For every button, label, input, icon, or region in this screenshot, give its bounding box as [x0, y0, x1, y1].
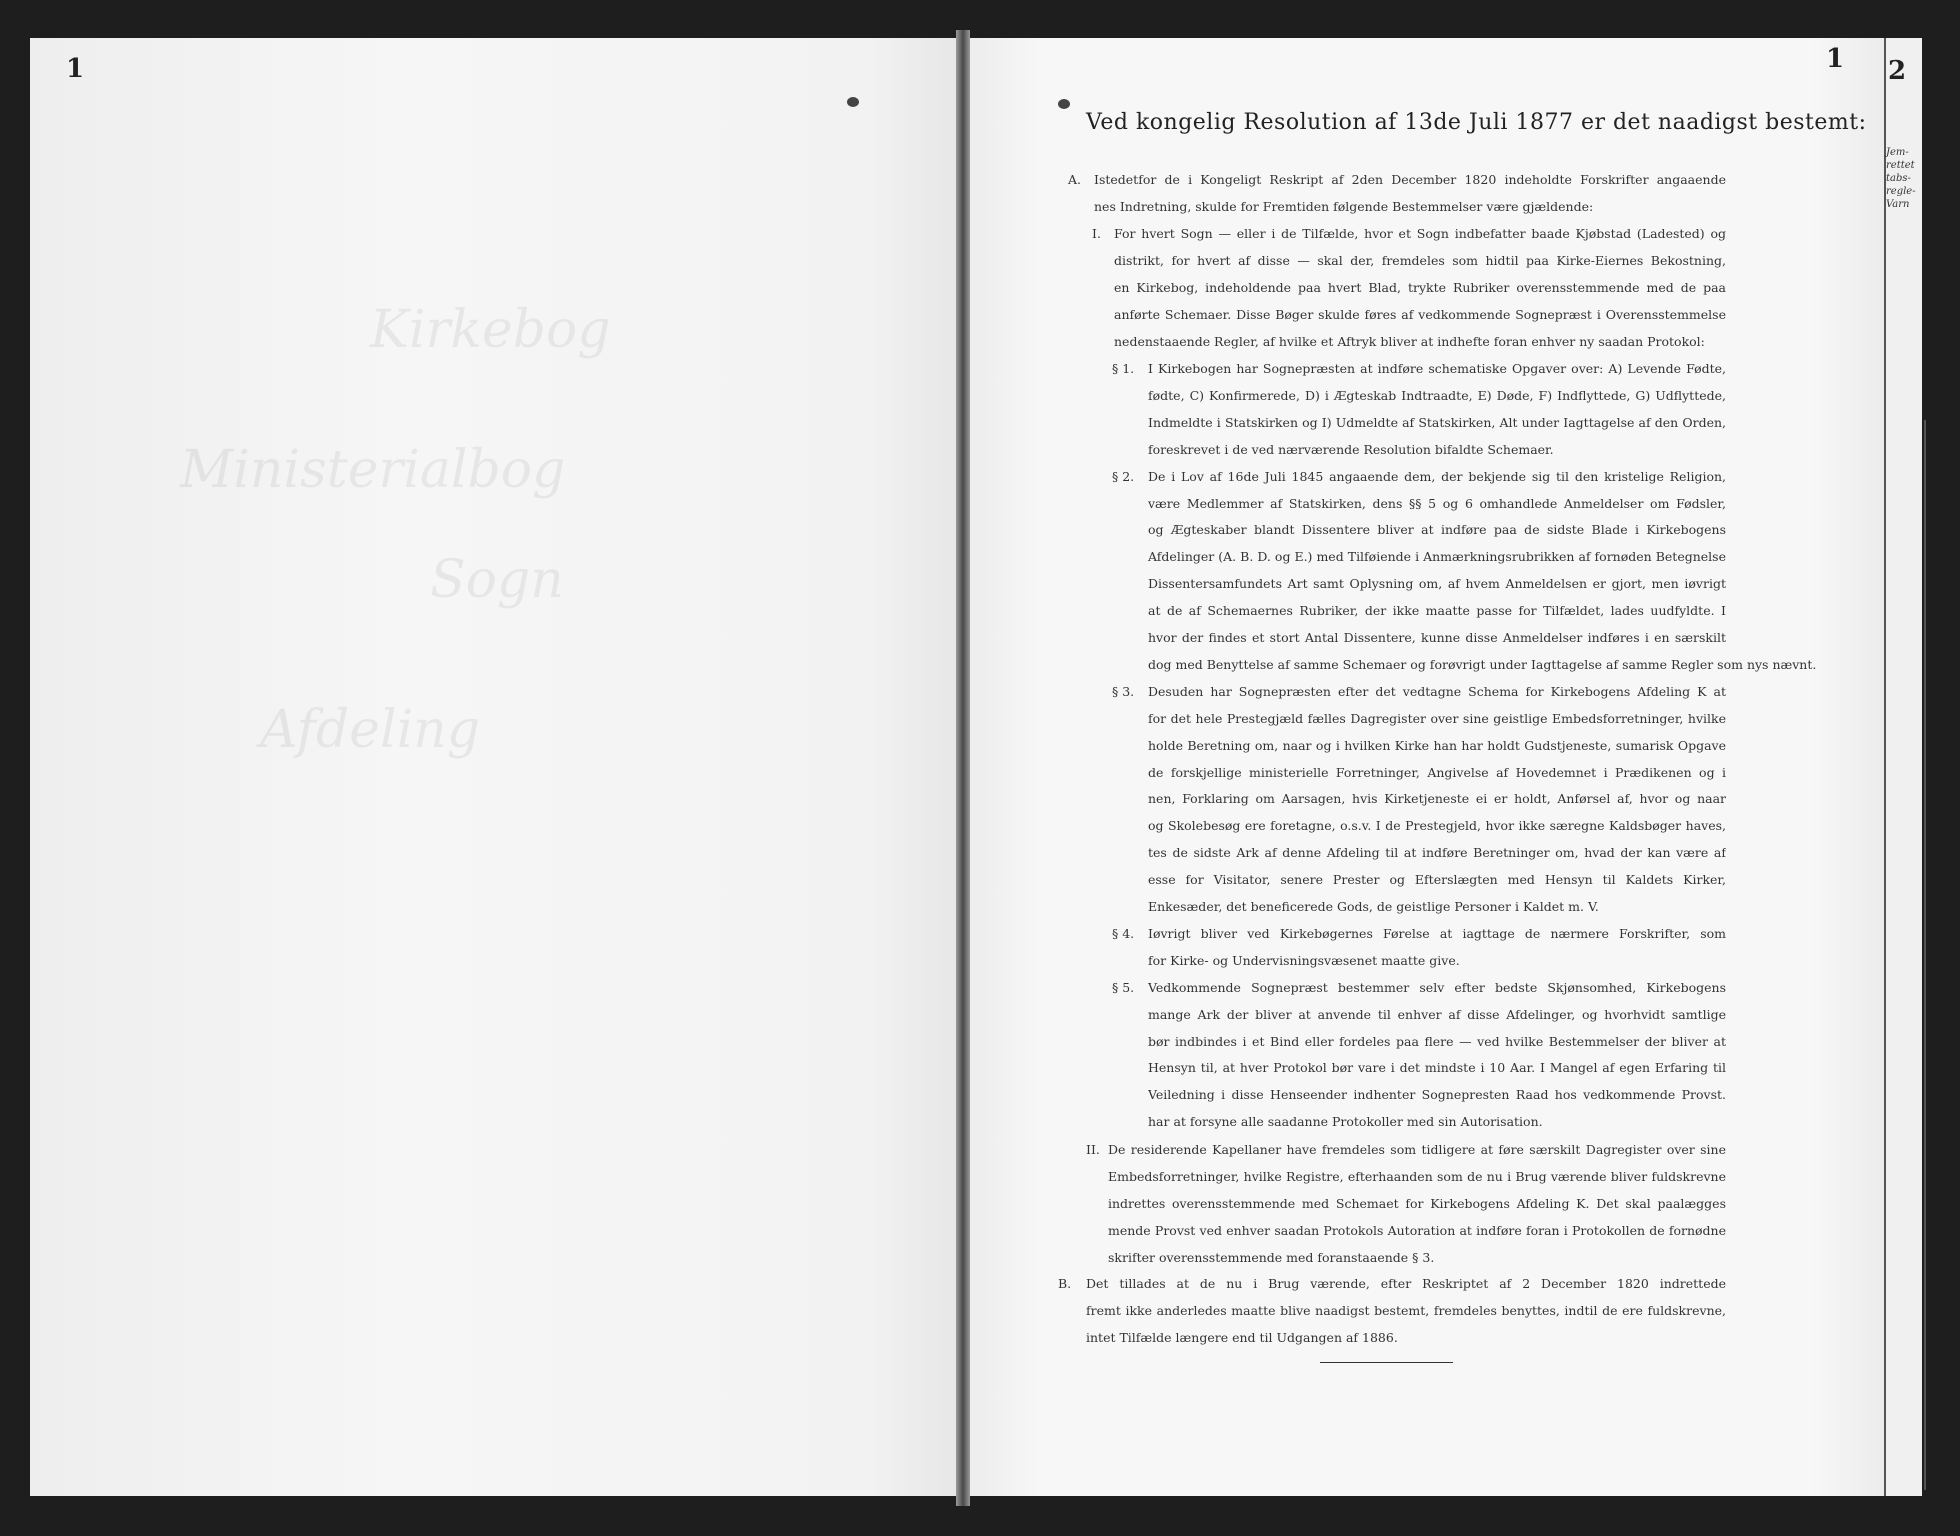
section_a1-line: distrikt, for hvert af disse — skal der, fremdeles som hidtil paa Kirke-Eiernes Bekostning, — [1114, 252, 1726, 268]
punch-hole — [847, 97, 859, 107]
section-a-mark: A. — [1068, 172, 1082, 187]
margin-note-line: tabs- — [1886, 173, 1911, 184]
paragraph-line: for det hele Prestegjæld fælles Dagregister over sine geistlige Embedsforretninger, hvilke — [1148, 710, 1726, 726]
ghost-text: Sogn — [430, 550, 564, 610]
paragraph-mark: § 1. — [1112, 361, 1135, 376]
page-edge-strip — [1884, 38, 1922, 1496]
paragraph-mark: § 2. — [1112, 468, 1135, 484]
section_a1-line: en Kirkebog, indeholdende paa hvert Blad, trykte Rubriker overensstemmende med de paa — [1114, 279, 1726, 295]
paragraph-line: og Skolebesøg ere foretagne, o.s.v. I de Prestegjeld, hvor ikke særegne Kaldsbøger haves, — [1148, 818, 1726, 834]
section_b-line: fremt ikke anderledes maatte blive naadigst bestemt, fremdeles benyttes, indtil de ere fuldskrevne, — [1086, 1302, 1726, 1318]
ghost-text: Ministerialbog — [180, 440, 566, 500]
margin-note-line: Varn — [1886, 199, 1910, 210]
margin-note-line: regle- — [1886, 186, 1916, 197]
paragraph-mark: § 5. — [1112, 979, 1135, 995]
left-folio: 1 — [66, 54, 85, 84]
margin-note-line: rettet — [1886, 160, 1915, 171]
section_a2-line: mende Provst ved enhver saadan Protokols Autoration at indføre foran i Protokollen de fornødne — [1108, 1222, 1726, 1238]
section_a2-line: skrifter overensstemmende med foranstaaende § 3. — [1108, 1249, 1435, 1265]
ghost-text: Afdeling — [260, 700, 480, 760]
paragraph-line: og Ægteskaber blandt Dissentere bliver at indføre paa de sidste Blade i Kirkebogens — [1148, 522, 1726, 538]
paragraph-line: Vedkommende Sognepræst bestemmer selv efter bedste Skjønsomhed, Kirkebogens — [1148, 979, 1726, 995]
section-a-line: nes Indretning, skulde for Fremtiden følgende Bestemmelser være gjældende: — [1094, 198, 1594, 214]
section_a1-mark: I. — [1092, 226, 1101, 241]
paragraph-line: I Kirkebogen har Sognepræsten at indføre schematiske Opgaver over: A) Levende Fødte, — [1148, 361, 1726, 376]
paragraph-line: Indmeldte i Statskirken og I) Udmeldte af Statskirken, Alt under Iagttagelse af den Orden, — [1148, 414, 1726, 430]
paragraph-line: Enkesæder, det beneficerede Gods, de geistlige Personer i Kaldet m. V. — [1148, 899, 1599, 914]
paragraph-line: Desuden har Sognepræsten efter det vedtagne Schema for Kirkebogens Afdeling K at — [1148, 683, 1726, 699]
paragraph-mark: § 3. — [1112, 683, 1135, 699]
section_a1-line: For hvert Sogn — eller i de Tilfælde, hvor et Sogn indbefatter baade Kjøbstad (Ladested) og — [1114, 226, 1726, 241]
punch-hole — [1058, 99, 1070, 109]
paragraph-line: for Kirke- og Undervisningsvæsenet maatte give. — [1148, 952, 1460, 968]
paragraph-line: De i Lov af 16de Juli 1845 angaaende dem, der bekjende sig til den kristelige Religion, — [1148, 468, 1726, 484]
paragraph-line: mange Ark der bliver at anvende til enhver af disse Afdelinger, og hvorhvidt samtlige — [1148, 1006, 1726, 1022]
paragraph-line: Hensyn til, at hver Protokol bør vare i det mindste i 10 Aar. I Mangel af egen Erfaring til — [1148, 1060, 1726, 1076]
paragraph-line: Dissentersamfundets Art samt Oplysning om, af hvem Anmeldelsen er gjort, men iøvrigt — [1148, 576, 1726, 592]
paragraph-line: bør indbindes i et Bind eller fordeles paa flere — ved hvilke Bestemmelser der bliver at — [1148, 1033, 1726, 1049]
paragraph-line: foreskrevet i de ved nærværende Resolution bifaldte Schemaer. — [1148, 441, 1554, 457]
left-page — [30, 38, 962, 1496]
paragraph-line: holde Beretning om, naar og i hvilken Kirke han har holdt Gudstjeneste, sumarisk Opgave — [1148, 737, 1726, 753]
paragraph-line: nen, Forklaring om Aarsagen, hvis Kirketjeneste ei er holdt, Anførsel af, hvor og naar — [1148, 791, 1726, 807]
page-title: Ved kongelig Resolution af 13de Juli 1877 er det naadigst bestemt: — [1086, 110, 1867, 135]
paragraph-line: esse for Visitator, senere Prester og Efterslægten med Hensyn til Kaldets Kirker, — [1148, 872, 1726, 888]
paragraph-line: dog med Benyttelse af samme Schemaer og forøvrigt under Iagttagelse af samme Regler som nys nævnt. — [1148, 656, 1817, 672]
paragraph-line: Veiledning i disse Henseender indhenter Sognepresten Raad hos vedkommende Provst. — [1148, 1087, 1726, 1103]
page-edge-line — [1924, 420, 1926, 1490]
paragraph-line: Afdelinger (A. B. D. og E.) med Tilføiende i Anmærkningsrubrikken af fornøden Betegnelse — [1148, 549, 1726, 565]
section_a2-line: indrettes overensstemmende med Schemaet for Kirkebogens Afdeling K. Det skal paalægges — [1108, 1195, 1726, 1211]
paragraph-line: fødte, C) Konfirmerede, D) i Ægteskab Indtraadte, E) Døde, F) Indflyttede, G) Udflyttede, — [1148, 387, 1726, 403]
paragraph-line: tes de sidste Ark af denne Afdeling til at indføre Beretninger om, hvad der kan være af — [1148, 845, 1726, 861]
section_a1-line: anførte Schemaer. Disse Bøger skulde føres af vedkommende Sognepræst i Overensstemmelse — [1114, 306, 1726, 322]
edge-folio: 2 — [1888, 56, 1907, 86]
section-a-line: Istedetfor de i Kongeligt Reskript af 2den December 1820 indeholdte Forskrifter angaaende — [1094, 172, 1726, 187]
section_b-line: Det tillades at de nu i Brug værende, efter Reskriptet af 2 December 1820 indrettede — [1086, 1276, 1726, 1291]
section_a2-mark: II. — [1086, 1142, 1100, 1157]
section_a2-line: Embedsforretninger, hvilke Registre, efterhaanden som de nu i Brug værende bliver fuldskrevne — [1108, 1168, 1726, 1184]
paragraph-line: Iøvrigt bliver ved Kirkebøgernes Førelse at iagttage de nærmere Forskrifter, som — [1148, 925, 1726, 941]
margin-note-line: Jem- — [1886, 147, 1909, 158]
ghost-text: Kirkebog — [370, 300, 611, 360]
closing-rule — [1320, 1362, 1453, 1363]
paragraph-mark: § 4. — [1112, 925, 1135, 941]
section_a1-line: nedenstaaende Regler, af hvilke et Aftryk bliver at indhefte foran enhver ny saadan Protokol: — [1114, 333, 1705, 349]
section_a2-line: De residerende Kapellaner have fremdeles som tidligere at føre særskilt Dagregister over sine — [1108, 1142, 1726, 1157]
paragraph-line: har at forsyne alle saadanne Protokoller med sin Autorisation. — [1148, 1114, 1543, 1130]
section_b-line: intet Tilfælde længere end til Udgangen af 1886. — [1086, 1329, 1398, 1345]
paragraph-line: være Medlemmer af Statskirken, dens §§ 5 og 6 omhandlede Anmeldelser om Fødsler, — [1148, 495, 1726, 511]
paragraph-line: de forskjellige ministerielle Forretninger, Angivelse af Hovedemnet i Prædikenen og i — [1148, 764, 1726, 780]
paragraph-line: at de af Schemaernes Rubriker, der ikke maatte passe for Tilfældet, lades uudfyldte. I — [1148, 603, 1726, 619]
paragraph-line: hvor der findes et stort Antal Dissentere, kunne disse Anmeldelser indføres i en særskilt — [1148, 630, 1726, 645]
right-folio: 1 — [1826, 44, 1845, 74]
book-gutter — [956, 30, 970, 1506]
section_b-mark: B. — [1058, 1276, 1072, 1291]
